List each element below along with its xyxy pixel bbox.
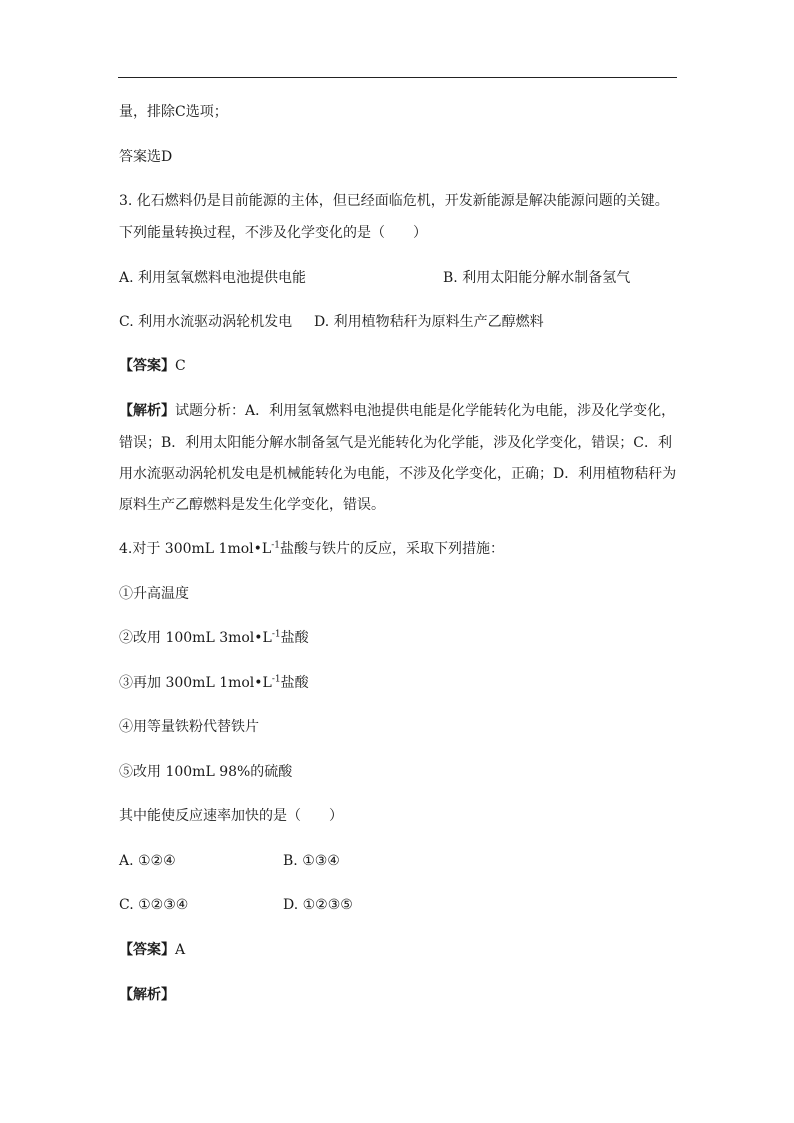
question-4-stem <box>119 539 504 559</box>
q3-explanation-1 <box>119 401 675 421</box>
q3-option-b: B. 利用太阳能分解水制备氢气 <box>443 270 631 286</box>
q3-explanation-3: 用水流驱动涡轮机发电是机械能转化为电能，不涉及化学变化，正确；D．利用植物秸秆为 <box>119 466 677 482</box>
q4-option-c: C. ①②③④ <box>119 897 189 913</box>
q3-option-d: D. 利用植物秸秆为原料生产乙醇燃料 <box>314 314 544 330</box>
q4-explanation-label: 【解析】 <box>119 987 175 1003</box>
explanation-label: 【解析】 <box>119 403 175 419</box>
measure-text: 盐酸 <box>280 630 309 646</box>
q4-measure-1: ①升高温度 <box>119 586 189 602</box>
q4-option-a: A. ①②④ <box>119 853 176 869</box>
text-line: 量，排除C选项； <box>119 104 228 120</box>
q3-explanation-4: 原料生产乙醇燃料是发生化学变化，错误。 <box>119 497 385 513</box>
superscript: -1 <box>271 674 281 685</box>
text-line: 答案选D <box>119 149 173 165</box>
answer-value: C <box>175 358 186 374</box>
superscript: -1 <box>271 540 280 551</box>
q4-measure-2 <box>119 628 309 648</box>
question-3-stem: 3. 化石燃料仍是目前能源的主体，但已经面临危机，开发新能源是解决能源问题的关键。 <box>119 193 669 209</box>
q4-answer <box>119 940 185 960</box>
q4-question: 其中能使反应速率加快的是（ ） <box>119 808 343 824</box>
measure-text: 盐酸 <box>280 675 309 691</box>
superscript: -1 <box>271 629 281 640</box>
answer-label: 【答案】 <box>119 358 175 374</box>
q3-option-c: C. 利用水流驱动涡轮机发电 <box>119 314 293 330</box>
stem-text: 盐酸与铁片的反应，采取下列措施： <box>279 541 504 557</box>
q4-measure-4: ④用等量铁粉代替铁片 <box>119 719 259 735</box>
stem-text: 4.对于 300mL 1mol•L <box>119 541 272 557</box>
header-rule <box>118 77 677 78</box>
q4-measure-5: ⑤改用 100mL 98%的硫酸 <box>119 764 293 780</box>
explanation-text: 试题分析：A．利用氢氧燃料电池提供电能是化学能转化为电能，涉及化学变化， <box>175 403 676 419</box>
measure-text: ②改用 100mL 3mol•L <box>119 630 272 646</box>
q3-explanation-2: 错误；B．利用太阳能分解水制备氢气是光能转化为化学能，涉及化学变化，错误；C．利 <box>119 435 672 451</box>
q3-option-a: A. 利用氢氧燃料电池提供电能 <box>119 270 307 286</box>
answer-label: 【答案】 <box>119 942 175 958</box>
q4-measure-3 <box>119 673 309 693</box>
q4-option-d: D. ①②③⑤ <box>283 897 353 913</box>
q3-answer <box>119 356 186 376</box>
question-3-stem-2: 下列能量转换过程，不涉及化学变化的是（ ） <box>119 225 427 241</box>
measure-text: ③再加 300mL 1mol•L <box>119 675 272 691</box>
q4-option-b: B. ①③④ <box>283 853 340 869</box>
answer-value: A <box>175 942 186 958</box>
